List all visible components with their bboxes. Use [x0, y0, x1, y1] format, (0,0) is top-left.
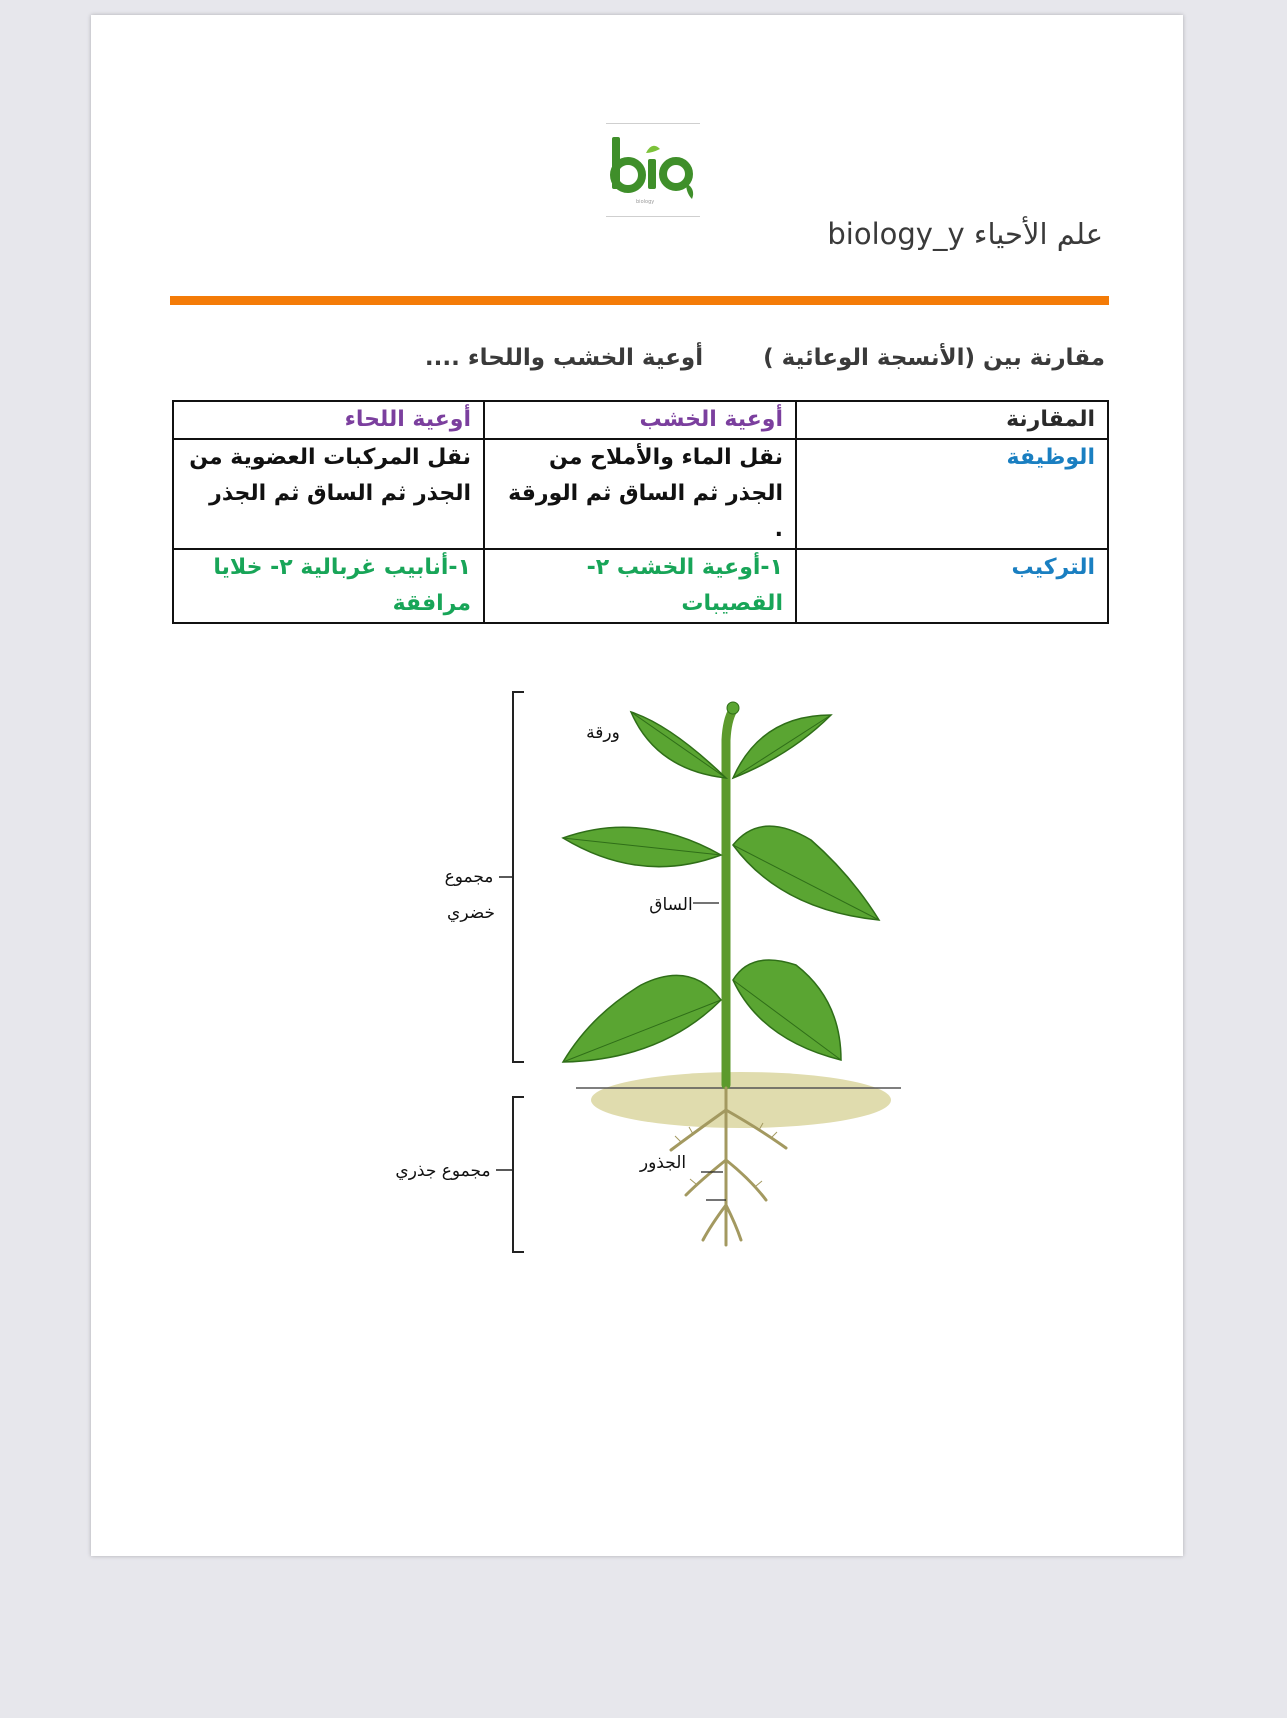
root-bracket — [513, 1097, 524, 1252]
stem — [726, 710, 733, 1085]
label-root-system: مجموع جذري — [395, 1161, 491, 1181]
label-shoot-system-2: خضري — [447, 903, 495, 923]
header-phloem: أوعية اللحاء — [173, 401, 484, 439]
site-label: علم الأحياء biology_y — [827, 217, 1103, 251]
header-comparison: المقارنة — [796, 401, 1108, 439]
shoot-bracket — [513, 692, 524, 1062]
header-divider — [170, 296, 1109, 305]
plant-diagram — [341, 660, 1021, 1260]
row-label-structure: التركيب — [796, 549, 1108, 623]
label-stem: الساق — [649, 895, 693, 915]
bio-logo — [606, 123, 700, 217]
row-label-function: الوظيفة — [796, 439, 1108, 549]
title-part-1: مقارنة بين (الأنسجة الوعائية ) — [763, 345, 1105, 371]
logo-top-line — [606, 123, 700, 124]
svg-text:biology: biology — [636, 199, 655, 205]
comparison-table — [172, 400, 1109, 624]
phloem-function-cell: نقل المركبات العضوية من الجذر ثم الساق ثم الجذر — [173, 439, 484, 549]
label-leaf: ورقة — [586, 723, 620, 743]
label-roots: الجذور — [639, 1153, 687, 1173]
xylem-structure-cell: ١-أوعية الخشب ٢- القصيبات — [484, 549, 796, 623]
xylem-function-cell: نقل الماء والأملاح من الجذر ثم الساق ثم الورقة . — [484, 439, 796, 549]
title-part-2: أوعية الخشب واللحاء .... — [424, 345, 704, 371]
table-row — [173, 549, 1108, 623]
phloem-structure-cell: ١-أنابيب غربالية ٢- خلايا مرافقة — [173, 549, 484, 623]
table-row — [173, 439, 1108, 549]
bio-logo-icon — [606, 123, 700, 217]
table-header-row — [173, 401, 1108, 439]
label-shoot-system-1: مجموع — [444, 867, 494, 887]
document-page — [91, 15, 1183, 1556]
header-xylem: أوعية الخشب — [484, 401, 796, 439]
logo-bottom-line — [606, 216, 700, 217]
page-title — [425, 345, 1105, 371]
plant-illustration — [341, 660, 1021, 1260]
